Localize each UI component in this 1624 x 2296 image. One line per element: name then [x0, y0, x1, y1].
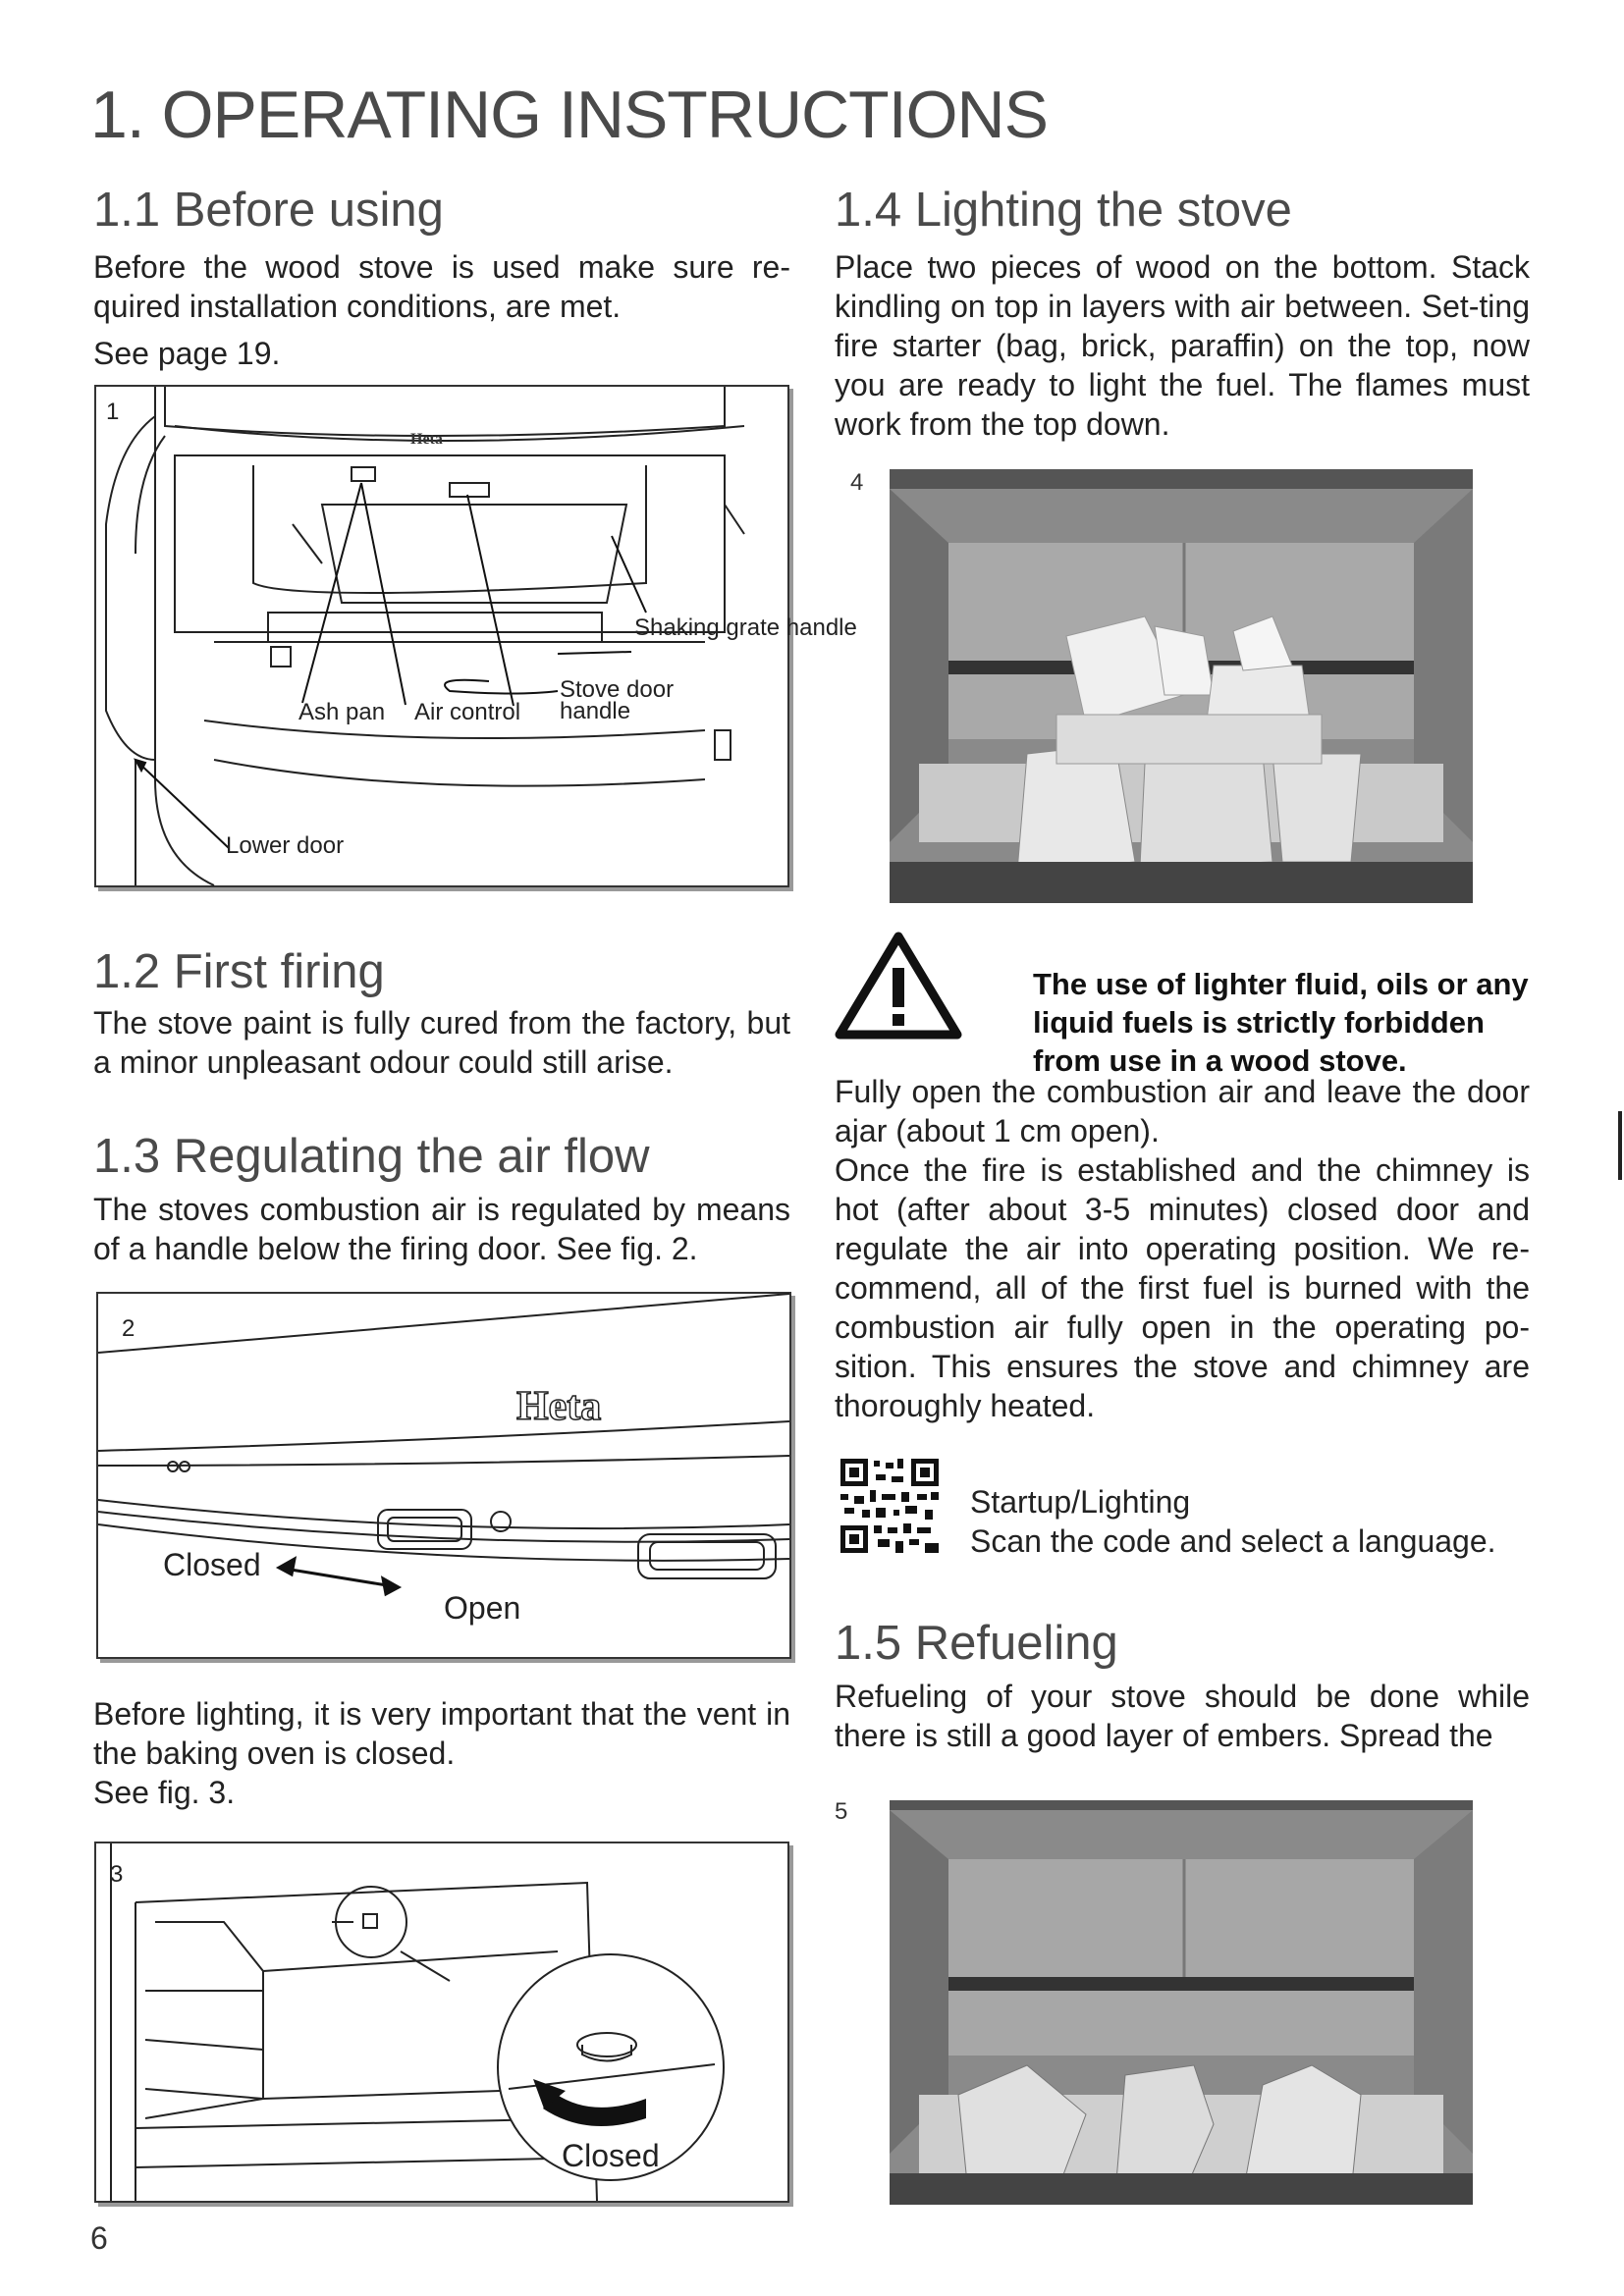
label-shaking-grate-handle: Shaking grate handle	[634, 614, 857, 641]
heading-regulating-air-flow: 1.3 Regulating the air flow	[93, 1130, 650, 1183]
before-using-see-page: See page 19.	[93, 336, 281, 371]
before-lighting-body: Before lighting, it is very important that the vent in the baking oven is closed.	[93, 1696, 790, 1771]
heading-refueling: 1.5 Refueling	[835, 1617, 1118, 1670]
label-closed-vent: Closed	[562, 2138, 660, 2173]
qr-caption-instruction: Scan the code and select a language.	[970, 1523, 1496, 1559]
figure-1-brand: Heta	[410, 431, 443, 448]
before-using-body: Before the wood stove is used make sure re-quired installation conditions, are met.	[93, 249, 790, 324]
figure-2-air-control-diagram	[96, 1292, 791, 1659]
first-firing-body: The stove paint is fully cured from the factory, but a minor unpleasant odour could still arise.	[93, 1005, 790, 1080]
qr-caption-title: Startup/Lighting	[970, 1484, 1191, 1520]
before-lighting-see-fig3: See fig. 3.	[93, 1775, 236, 1810]
lighting-body-2: Fully open the combustion air and leave the door ajar (about 1 cm open).	[835, 1074, 1530, 1148]
qr-code-icon	[840, 1459, 939, 1553]
figure-3-drawing	[96, 1843, 787, 2201]
warning-text: The use of lighter fluid, oils or any liquid fuels is strictly forbidden from use in a wood stove.	[1033, 967, 1529, 1078]
lighting-body: Place two pieces of wood on the bottom. Stack kindling on top in layers with air between. Set-ting fire starter (bag, brick, paraffin) on the top, now you are ready to light the fuel. The flames must work from the top down.	[835, 249, 1530, 442]
figure-4-number: 4	[850, 469, 864, 496]
figure-5-image	[890, 1800, 1473, 2205]
refueling-body: Refueling of your stove should be done while there is still a good layer of embers. Spread the	[835, 1679, 1530, 1753]
regulating-body: The stoves combustion air is regulated by means of a handle below the firing door. See fig. 2.	[93, 1192, 790, 1266]
lighting-body-3: Once the fire is established and the chimney is hot (after about 3-5 minutes) closed door and regulate the air into operating position. We re-commend, all of the first fuel is burned with the combustion air fully open in the operating po-sition. This ensures the stove and chimney are thoroughly heated.	[835, 1152, 1530, 1423]
figure-2-number: 2	[122, 1315, 135, 1342]
figure-4-image	[890, 469, 1473, 903]
page-title: 1. OPERATING INSTRUCTIONS	[90, 78, 1048, 152]
label-closed: Closed	[163, 1547, 261, 1582]
figure-1-number: 1	[106, 399, 120, 425]
label-ash-pan: Ash pan	[298, 699, 386, 725]
label-stove-door-handle: Stove door handle	[560, 676, 675, 724]
figure-2-brand: Heta	[516, 1384, 602, 1429]
heading-before-using: 1.1 Before using	[93, 184, 444, 237]
label-lower-door: Lower door	[226, 832, 345, 859]
label-open: Open	[444, 1590, 521, 1626]
figure-1-stove-diagram	[94, 385, 857, 887]
heading-lighting-the-stove: 1.4 Lighting the stove	[835, 184, 1292, 237]
margin-tab-marker	[1618, 1111, 1622, 1180]
label-air-control: Air control	[414, 699, 521, 725]
figure-5-number: 5	[835, 1798, 848, 1825]
figure-3-baking-oven-diagram	[94, 1842, 789, 2203]
heading-first-firing: 1.2 First firing	[93, 945, 385, 998]
warning-icon	[835, 931, 962, 1041]
page-number: 6	[90, 2220, 108, 2256]
figure-4-photo-kindling	[890, 469, 1473, 903]
figure-3-number: 3	[110, 1861, 124, 1888]
figure-5-photo-refueling	[890, 1800, 1473, 2205]
